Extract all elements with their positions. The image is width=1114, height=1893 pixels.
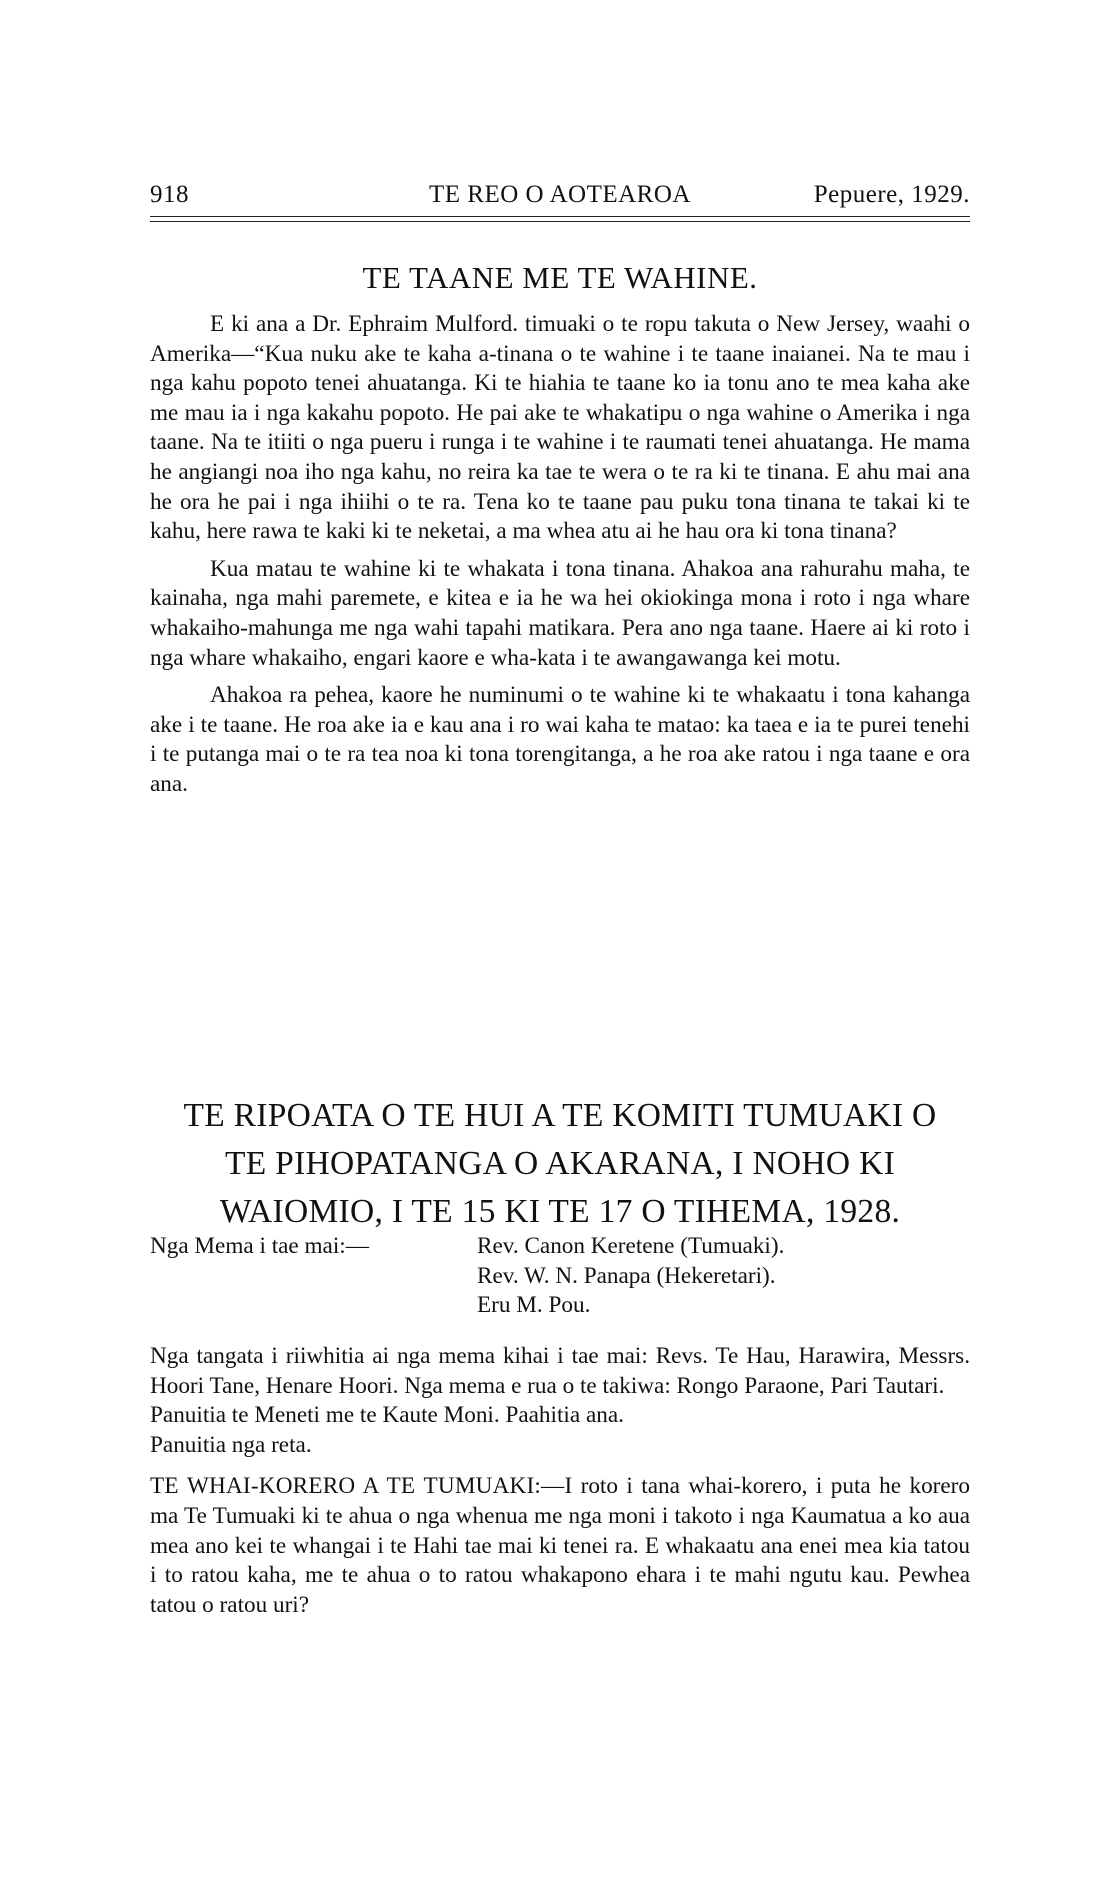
attendees-list bbox=[150, 1232, 970, 1321]
article2-body bbox=[150, 1342, 970, 1620]
article2-paragraph-2: Panuitia te Meneti me te Kaute Moni. Paahitia ana. bbox=[150, 1402, 624, 1429]
speech-text: I roto i tana whai-korero, i puta he korero ma Te Tumuaki ki te ahua o nga whenua me nga moni i takoto i nga Kaumatua a ko aua mea ano kei te whangai i te Hahi tae mai ki tenei ra. E whakaatu ana enei mea kia tatou i to ratou kaha, me te ahua o to ratou whakapono ehara i te mahi ngutu kau. Pewhea tatou o ratou uri? bbox=[150, 1473, 970, 1618]
attendee-name: Rev. W. N. Panapa (Hekeretari). bbox=[477, 1262, 776, 1289]
article2-title-line-1: TE RIPOATA O TE HUI A TE KOMITI TUMUAKI O bbox=[183, 1097, 937, 1134]
attendee-name: Rev. Canon Keretene (Tumuaki). bbox=[477, 1233, 785, 1259]
header-rule-top bbox=[150, 216, 970, 217]
issue-date: Pepuere, 1929. bbox=[813, 181, 970, 208]
header-rule-bottom bbox=[150, 221, 970, 222]
attendee-row bbox=[150, 1262, 970, 1292]
speech-heading: TE WHAI-KORERO A TE TUMUAKI:— bbox=[150, 1473, 565, 1500]
page bbox=[150, 0, 970, 1893]
article2-paragraph-1: Nga tangata i riiwhitia ai nga mema kihai i tae mai: Revs. Te Hau, Harawira, Messrs. Hoori Tane, Henare Hoori. Nga mema e rua o te takiwa: Rongo Paraone, Pari Tautari. bbox=[150, 1343, 970, 1399]
article2-title-line-3: WAIOMIO, I TE 15 KI TE 17 O TIHEMA, 1928. bbox=[219, 1193, 901, 1230]
article1-paragraph-2: Kua matau te wahine ki te whakata i tona tinana. Ahakoa ana rahurahu maha, te kainaha, nga mahi paremete, e kitea e ia he wa hei okiokinga mona i roto i nga whare whakaiho-mahunga me nga wahi tapahi matikara. Pera ano nga taane. Haere ai ki roto i nga whare whakaiho, engari kaore e wha-kata i te awangawanga kei motu. bbox=[150, 555, 970, 671]
article1-body bbox=[150, 310, 970, 800]
article1-paragraph-3: Ahakoa ra pehea, kaore he numinumi o te wahine ki te whakaatu i tona kahanga ake i te taane. He roa ake ia e kau ana i ro wai kaha te matao: ka taea e ia te purei tenehi i te putanga mai o te ra tea noa ki tona torengitanga, a he roa ake ratou i nga taane e ora ana. bbox=[150, 682, 970, 797]
article2-title bbox=[150, 1092, 970, 1236]
article2-title-line-2: TE PIHOPATANGA O AKARANA, I NOHO KI bbox=[224, 1145, 896, 1182]
article1-title: TE TAANE ME TE WAHINE. bbox=[362, 260, 758, 295]
attendee-row bbox=[150, 1291, 970, 1321]
page-number: 918 bbox=[150, 181, 189, 208]
attendee-row bbox=[150, 1232, 970, 1262]
running-header bbox=[150, 181, 970, 215]
journal-title: TE REO O AOTEAROA bbox=[429, 181, 691, 208]
article1-paragraph-1: E ki ana a Dr. Ephraim Mulford. timuaki o te ropu takuta o New Jersey, waahi o Amerika—“Kua nuku ake te kaha a-tinana o te wahine i te taane inaianei. Na te mau i nga kahu popoto tenei ahuatanga. Ki te hiahia te taane ko ia tonu ano te mea kaha ake me mau ia i nga kakahu popoto. He pai ake te whakatipu o nga wahine o Amerika i nga taane. Na te itiiti o nga pueru i runga i te wahine i te raumati tenei ahuatanga. He mama he angiangi noa iho nga kahu, no reira ka tae te wera o te ra ki te tinana. E ahu mai ana he ora he pai i nga ihiihi o te ra. Tena ko te taane pau puku tona tinana te takai ki te kahu, here rawa te kaki ki te neketai, a ma whea atu ai he hau ora ki tona tinana? bbox=[150, 311, 970, 545]
article2-speech-paragraph bbox=[150, 1472, 970, 1620]
attendees-label: Nga Mema i tae mai:— bbox=[150, 1233, 369, 1259]
attendee-name: Eru M. Pou. bbox=[477, 1292, 591, 1319]
article2-paragraph-3: Panuitia nga reta. bbox=[150, 1431, 312, 1458]
